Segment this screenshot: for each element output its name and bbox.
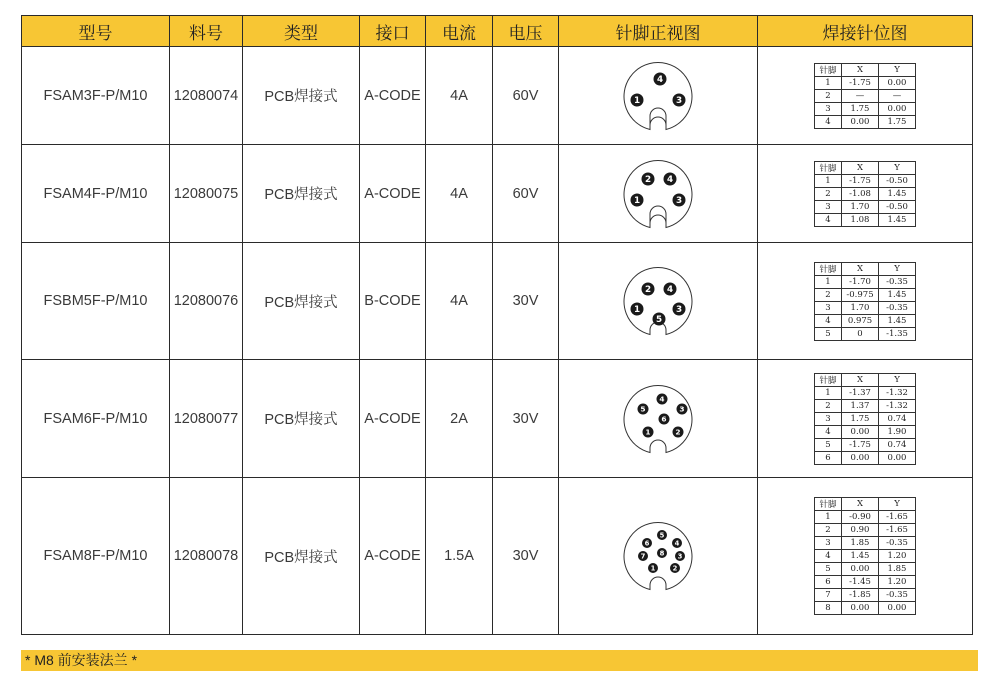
pin-table-cell: -1.35 xyxy=(879,327,916,340)
pin-front-view-cell xyxy=(559,243,758,360)
pin-table-row xyxy=(815,213,916,226)
pin-table-cell: -1.45 xyxy=(842,576,879,589)
pin-table-row xyxy=(815,288,916,301)
pin-table-header-cell: X xyxy=(842,498,879,511)
pin-table-cell: 2 xyxy=(815,89,842,102)
pin-table-row xyxy=(815,275,916,288)
pin-table-row xyxy=(815,89,916,102)
spec-table xyxy=(21,15,973,635)
pin-table-header-cell: X xyxy=(842,161,879,174)
pin-number: 5 xyxy=(659,531,665,540)
pin-4 xyxy=(664,172,677,185)
pin-table-cell: 4 xyxy=(815,550,842,563)
pin-table-cell: 1.90 xyxy=(879,425,916,438)
pin-table-cell: 7 xyxy=(815,589,842,602)
pin-table-cell: 0.00 xyxy=(879,102,916,115)
pin-number: 1 xyxy=(633,195,641,206)
interface-cell: A-CODE xyxy=(360,360,426,478)
pin-3 xyxy=(673,93,686,106)
pin-table-cell: 3 xyxy=(815,200,842,213)
solder-pin-map-cell xyxy=(758,145,973,243)
current-cell: 4A xyxy=(426,145,493,243)
pin-table-cell: 1.70 xyxy=(842,200,879,213)
pin-table-cell: 1.70 xyxy=(842,301,879,314)
pin-table-cell: 3 xyxy=(815,412,842,425)
type-cell: PCB焊接式 xyxy=(243,145,360,243)
pin-front-view-cell xyxy=(559,145,758,243)
type-cell: PCB焊接式 xyxy=(243,360,360,478)
pin-table-cell: 0.00 xyxy=(842,425,879,438)
pin-table-cell: 0.00 xyxy=(842,115,879,128)
pin-table-cell: -1.85 xyxy=(842,589,879,602)
pin-2 xyxy=(642,283,655,296)
pin-coordinate-table xyxy=(814,63,916,129)
part-number-cell: 12080074 xyxy=(170,47,243,145)
pin-table-cell: 6 xyxy=(815,576,842,589)
table-row xyxy=(22,478,973,635)
pin-table-cell: — xyxy=(879,89,916,102)
header-interface: 接口 xyxy=(360,16,426,47)
pin-number: 8 xyxy=(659,549,665,558)
pin-1 xyxy=(631,303,644,316)
pin-number: 1 xyxy=(645,426,651,436)
header-pin-front-view: 针脚正视图 xyxy=(559,16,758,47)
pin-4 xyxy=(672,538,682,548)
pin-table-header-cell: 针脚 xyxy=(815,373,842,386)
pin-4 xyxy=(654,72,667,85)
pin-table-cell: 1.37 xyxy=(842,399,879,412)
pin-table-row xyxy=(815,563,916,576)
solder-pin-map-cell xyxy=(758,243,973,360)
pin-5 xyxy=(653,313,666,326)
pin-table-cell: 2 xyxy=(815,399,842,412)
pin-2 xyxy=(673,426,684,437)
pin-table-row xyxy=(815,524,916,537)
pin-table-cell: 1 xyxy=(815,386,842,399)
pin-table-header-cell: 针脚 xyxy=(815,498,842,511)
part-number-cell: 12080078 xyxy=(170,478,243,635)
pin-table-header xyxy=(815,262,916,275)
pin-table-header xyxy=(815,373,916,386)
pin-table-cell: 0.74 xyxy=(879,412,916,425)
pin-table-cell: — xyxy=(842,89,879,102)
header-solder-pin-map: 焊接针位图 xyxy=(758,16,973,47)
pin-table-row xyxy=(815,550,916,563)
pin-table-cell: -0.35 xyxy=(879,589,916,602)
current-cell: 2A xyxy=(426,360,493,478)
pin-table-cell: 0 xyxy=(842,327,879,340)
pin-table-header-cell: 针脚 xyxy=(815,63,842,76)
pin-table-header-cell: Y xyxy=(879,262,916,275)
pin-table-row xyxy=(815,511,916,524)
pin-front-view-diagram xyxy=(618,56,698,136)
table-row xyxy=(22,145,973,243)
header-type: 类型 xyxy=(243,16,360,47)
model-cell: FSAM6F-P/M10 xyxy=(22,360,170,478)
part-number-cell: 12080075 xyxy=(170,145,243,243)
pin-1 xyxy=(648,563,658,573)
pin-table-cell: -1.75 xyxy=(842,76,879,89)
pin-table-row xyxy=(815,200,916,213)
pin-number: 1 xyxy=(650,564,656,573)
pin-table-cell: 8 xyxy=(815,602,842,615)
current-cell: 4A xyxy=(426,47,493,145)
connector-outline xyxy=(624,160,692,227)
current-cell: 4A xyxy=(426,243,493,360)
table-row xyxy=(22,47,973,145)
pin-number: 3 xyxy=(679,403,685,413)
pin-table-cell: -1.37 xyxy=(842,386,879,399)
pin-table-header-cell: X xyxy=(842,262,879,275)
part-number-cell: 12080077 xyxy=(170,360,243,478)
pin-number: 5 xyxy=(640,403,646,413)
pin-table-cell: 1 xyxy=(815,174,842,187)
pin-coordinate-table xyxy=(814,262,916,341)
pin-3 xyxy=(675,551,685,561)
pin-table-header-cell: Y xyxy=(879,63,916,76)
pin-table-cell: 1 xyxy=(815,275,842,288)
pin-number: 5 xyxy=(655,314,663,325)
pin-table-row xyxy=(815,301,916,314)
pin-3 xyxy=(673,303,686,316)
pin-table-cell: 3 xyxy=(815,301,842,314)
pin-table-cell: -1.75 xyxy=(842,438,879,451)
pin-table-row xyxy=(815,187,916,200)
pin-front-view-diagram xyxy=(618,516,698,596)
pin-table-header-cell: Y xyxy=(879,161,916,174)
pin-table-cell: 0.00 xyxy=(879,451,916,464)
pin-table-cell: 1.75 xyxy=(842,102,879,115)
pin-table-cell: 1.85 xyxy=(842,537,879,550)
pin-table-cell: 1.75 xyxy=(842,412,879,425)
pin-table-header-cell: X xyxy=(842,63,879,76)
pin-coordinate-table xyxy=(814,161,916,227)
pin-table-header-cell: X xyxy=(842,373,879,386)
model-cell: FSAM8F-P/M10 xyxy=(22,478,170,635)
pin-number: 4 xyxy=(666,174,674,185)
pin-table-cell: -1.65 xyxy=(879,511,916,524)
model-cell: FSBM5F-P/M10 xyxy=(22,243,170,360)
pin-table-cell: -1.32 xyxy=(879,399,916,412)
pin-number: 2 xyxy=(644,284,652,295)
type-cell: PCB焊接式 xyxy=(243,243,360,360)
pin-table-cell: 2 xyxy=(815,187,842,200)
pin-table-cell: 1.45 xyxy=(879,314,916,327)
voltage-cell: 30V xyxy=(493,478,559,635)
pin-front-view-diagram xyxy=(618,154,698,234)
pin-table-header xyxy=(815,161,916,174)
pin-front-view-diagram xyxy=(618,261,698,341)
pin-table-cell: 5 xyxy=(815,327,842,340)
header-model: 型号 xyxy=(22,16,170,47)
pin-table-row xyxy=(815,412,916,425)
voltage-cell: 30V xyxy=(493,243,559,360)
pin-table-cell: 3 xyxy=(815,102,842,115)
header-row xyxy=(22,16,973,47)
pin-table-cell: 0.90 xyxy=(842,524,879,537)
pin-4 xyxy=(657,393,668,404)
pin-number: 2 xyxy=(644,174,652,185)
pin-table-cell: 0.975 xyxy=(842,314,879,327)
pin-table-cell: 4 xyxy=(815,425,842,438)
pin-table-cell: 0.00 xyxy=(879,602,916,615)
pin-table-cell: 1.45 xyxy=(879,288,916,301)
pin-table-row xyxy=(815,537,916,550)
pin-table-cell: 1.75 xyxy=(879,115,916,128)
pin-table-row xyxy=(815,451,916,464)
pin-table-row xyxy=(815,115,916,128)
pin-table-row xyxy=(815,76,916,89)
pin-table-header-cell: Y xyxy=(879,373,916,386)
footer-note: * M8 前安装法兰 * xyxy=(21,650,978,671)
solder-pin-map-cell xyxy=(758,478,973,635)
pin-table-header-cell: 针脚 xyxy=(815,161,842,174)
pin-front-view-cell xyxy=(559,47,758,145)
interface-cell: B-CODE xyxy=(360,243,426,360)
pin-table-row xyxy=(815,327,916,340)
pin-table-cell: 1.45 xyxy=(842,550,879,563)
pin-table-cell: 5 xyxy=(815,563,842,576)
pin-table-cell: -0.50 xyxy=(879,174,916,187)
pin-table-cell: -1.32 xyxy=(879,386,916,399)
pin-table-cell: -0.90 xyxy=(842,511,879,524)
pin-table-cell: 4 xyxy=(815,213,842,226)
pin-front-view-cell xyxy=(559,360,758,478)
pin-number: 4 xyxy=(674,539,680,548)
type-cell: PCB焊接式 xyxy=(243,47,360,145)
pin-table-row xyxy=(815,386,916,399)
header-voltage: 电压 xyxy=(493,16,559,47)
solder-pin-map-cell xyxy=(758,47,973,145)
pin-table-cell: -1.75 xyxy=(842,174,879,187)
pin-table-cell: -1.08 xyxy=(842,187,879,200)
pin-table-cell: 4 xyxy=(815,115,842,128)
interface-cell: A-CODE xyxy=(360,47,426,145)
pin-table-cell: 6 xyxy=(815,451,842,464)
pin-3 xyxy=(673,193,686,206)
pin-table-cell: 0.00 xyxy=(879,76,916,89)
pin-number: 7 xyxy=(640,552,646,561)
pin-table-cell: 2 xyxy=(815,524,842,537)
pin-table-cell: -0.35 xyxy=(879,275,916,288)
pin-number: 4 xyxy=(659,393,665,403)
pin-table-cell: 4 xyxy=(815,314,842,327)
voltage-cell: 30V xyxy=(493,360,559,478)
pin-table-cell: 1.20 xyxy=(879,576,916,589)
pin-5 xyxy=(638,403,649,414)
pin-table-row xyxy=(815,399,916,412)
pin-coordinate-table xyxy=(814,497,916,615)
pin-1 xyxy=(631,93,644,106)
pin-table-row xyxy=(815,102,916,115)
interface-cell: A-CODE xyxy=(360,145,426,243)
pin-table-row xyxy=(815,174,916,187)
pin-table-cell: 3 xyxy=(815,537,842,550)
pin-table-cell: 1 xyxy=(815,76,842,89)
pin-table-row xyxy=(815,314,916,327)
pin-table-header-cell: 针脚 xyxy=(815,262,842,275)
pin-number: 3 xyxy=(675,304,683,315)
pin-table-row xyxy=(815,425,916,438)
pin-number: 3 xyxy=(677,552,683,561)
pin-table-cell: 1.45 xyxy=(879,213,916,226)
pin-front-view-diagram xyxy=(618,379,698,459)
voltage-cell: 60V xyxy=(493,145,559,243)
pin-6 xyxy=(642,538,652,548)
pin-table-header xyxy=(815,498,916,511)
solder-pin-map-cell xyxy=(758,360,973,478)
pin-2 xyxy=(670,563,680,573)
pin-table-cell: 1 xyxy=(815,511,842,524)
pin-table-cell: 0.00 xyxy=(842,602,879,615)
pin-table-cell: 1.85 xyxy=(879,563,916,576)
pin-number: 1 xyxy=(633,304,641,315)
model-cell: FSAM3F-P/M10 xyxy=(22,47,170,145)
pin-table-cell: -0.35 xyxy=(879,301,916,314)
pin-5 xyxy=(657,530,667,540)
pin-table-cell: 0.00 xyxy=(842,563,879,576)
table-row xyxy=(22,360,973,478)
pin-2 xyxy=(642,172,655,185)
pin-number: 3 xyxy=(675,195,683,206)
pin-number: 4 xyxy=(666,284,674,295)
pin-number: 2 xyxy=(672,564,678,573)
pin-table-cell: -1.70 xyxy=(842,275,879,288)
header-part: 料号 xyxy=(170,16,243,47)
pin-table-row xyxy=(815,576,916,589)
pin-table-row xyxy=(815,602,916,615)
voltage-cell: 60V xyxy=(493,47,559,145)
pin-number: 6 xyxy=(661,413,667,423)
pin-number: 6 xyxy=(644,539,650,548)
pin-table-cell: 5 xyxy=(815,438,842,451)
pin-number: 2 xyxy=(675,426,681,436)
pin-8 xyxy=(657,548,667,558)
pin-front-view-cell xyxy=(559,478,758,635)
pin-coordinate-table xyxy=(814,373,916,465)
pin-number: 3 xyxy=(675,95,683,106)
pin-number: 4 xyxy=(656,74,664,85)
interface-cell: A-CODE xyxy=(360,478,426,635)
pin-1 xyxy=(631,193,644,206)
pin-table-cell: 1.20 xyxy=(879,550,916,563)
header-current: 电流 xyxy=(426,16,493,47)
pin-table-cell: 0.00 xyxy=(842,451,879,464)
pin-table-row xyxy=(815,438,916,451)
pin-table-cell: 1.08 xyxy=(842,213,879,226)
pin-table-cell: -0.50 xyxy=(879,200,916,213)
pin-table-cell: 1.45 xyxy=(879,187,916,200)
pin-table-header-cell: Y xyxy=(879,498,916,511)
pin-table-cell: -1.65 xyxy=(879,524,916,537)
pin-1 xyxy=(643,426,654,437)
model-cell: FSAM4F-P/M10 xyxy=(22,145,170,243)
table-row xyxy=(22,243,973,360)
pin-6 xyxy=(659,413,670,424)
pin-table-row xyxy=(815,589,916,602)
pin-table-cell: -0.35 xyxy=(879,537,916,550)
pin-table-cell: 0.74 xyxy=(879,438,916,451)
part-number-cell: 12080076 xyxy=(170,243,243,360)
pin-3 xyxy=(677,403,688,414)
pin-7 xyxy=(638,551,648,561)
type-cell: PCB焊接式 xyxy=(243,478,360,635)
pin-number: 1 xyxy=(633,95,641,106)
pin-table-cell: 2 xyxy=(815,288,842,301)
current-cell: 1.5A xyxy=(426,478,493,635)
pin-table-cell: -0.975 xyxy=(842,288,879,301)
pin-4 xyxy=(664,283,677,296)
pin-table-header xyxy=(815,63,916,76)
